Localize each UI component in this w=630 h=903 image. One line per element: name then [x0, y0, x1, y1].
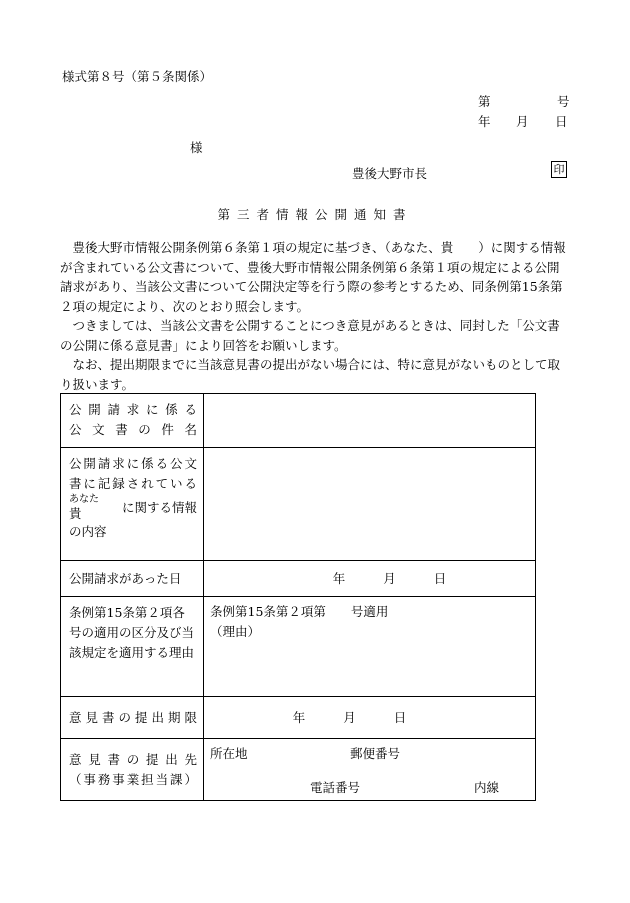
form-number: 様式第８号（第５条関係） [62, 69, 213, 84]
provision-article: 条例第15条第２項第 号適用 [210, 604, 389, 619]
label-deadline [61, 697, 204, 739]
label-line: の内容 [69, 524, 107, 539]
paragraph-1 [60, 238, 568, 316]
label-line: （事務事業担当課） [69, 771, 197, 787]
label-line: 公文書の件名 [69, 422, 197, 437]
document-number-suffix: 号 [557, 94, 570, 109]
date-month: 月 [383, 570, 396, 586]
field-applicable-provision[interactable] [204, 597, 536, 697]
date-day: 日 [393, 709, 407, 725]
postal-code-label: 郵便番号 [350, 746, 401, 761]
phone-line [210, 778, 529, 798]
addressee-honorific: 様 [190, 140, 203, 155]
body-line: の公開に係る意見書」により回答をお願いします。 [60, 337, 347, 353]
table-row [61, 697, 536, 739]
label-line: 書に記録されている [69, 476, 197, 491]
label-document-name [61, 394, 204, 448]
date-year: 年 [478, 114, 491, 129]
date-month: 月 [343, 709, 356, 725]
label-line [69, 494, 197, 522]
provision-reason: （理由） [210, 624, 261, 639]
field-document-name[interactable] [204, 394, 536, 448]
extension-label: 内線 [474, 780, 500, 795]
body-line: り扱います。 [60, 376, 135, 392]
label-line: 公開請求に係る [69, 402, 197, 417]
field-submission-destination[interactable] [204, 739, 536, 801]
body-line: ２項の規定により、次のとおり照会します。 [60, 298, 310, 314]
notice-form-table [60, 393, 536, 801]
label-choice-ki: 貴 [69, 506, 82, 521]
date-day: 日 [433, 570, 447, 586]
address-line [210, 744, 529, 764]
label-choice [69, 494, 109, 522]
table-row [61, 597, 536, 697]
table-row [61, 739, 536, 801]
body-line: なお、提出期限までに当該意見書の提出がない場合には、特に意見がないものとして取 [60, 357, 561, 372]
address-label: 所在地 [210, 746, 248, 761]
date-year: 年 [332, 570, 346, 586]
date-line [210, 569, 529, 589]
date-month: 月 [516, 114, 529, 129]
label-line: 意見書の提出先 [69, 751, 197, 767]
field-information-content[interactable] [204, 448, 536, 561]
body-line: が含まれている公文書について、豊後大野市情報公開条例第６条第１項の規定による公開 [60, 259, 560, 275]
field-request-date[interactable] [204, 561, 536, 597]
label-line: 公開請求に係る公文 [69, 456, 197, 471]
sender-mayor: 豊後大野市長 [352, 166, 428, 181]
body-line: 請求があり、当該公文書について公開決定等を行う際の参考とするため、同条例第15条第 [60, 279, 563, 294]
label-line: 公開請求があった日 [69, 570, 182, 586]
label-information-content [61, 448, 204, 561]
field-deadline[interactable] [204, 697, 536, 739]
label-line: 条例第15条第２項各号の適用の区分及び当該規定を適用する理由 [69, 605, 195, 660]
document-number-prefix: 第 [478, 94, 491, 109]
label-applicable-provision [61, 597, 204, 697]
table-row [61, 561, 536, 597]
paragraph-2 [60, 316, 568, 355]
date-line [210, 708, 529, 728]
label-submission-destination [61, 739, 204, 801]
label-line-text: に関する情報 [121, 500, 197, 515]
paragraph-3 [60, 355, 568, 394]
seal-stamp-box: 印 [551, 161, 567, 178]
body-line: つきましては、当該公文書を公開することにつき意見があるときは、同封した「公文書 [60, 318, 560, 333]
body-text [60, 238, 568, 394]
label-line: 意見書の提出期限 [69, 709, 197, 725]
label-choice-anata: あなた [69, 494, 99, 505]
table-row [61, 394, 536, 448]
phone-label: 電話番号 [310, 780, 361, 795]
document-title: 第三者情報公開通知書 [217, 207, 413, 222]
date-day: 日 [555, 114, 568, 129]
date-year: 年 [292, 709, 306, 725]
label-request-date [61, 561, 204, 597]
table-row [61, 448, 536, 561]
body-line: 豊後大野市情報公開条例第６条第１項の規定に基づき、（あなた、貴 ）に関する情報 [60, 240, 566, 255]
